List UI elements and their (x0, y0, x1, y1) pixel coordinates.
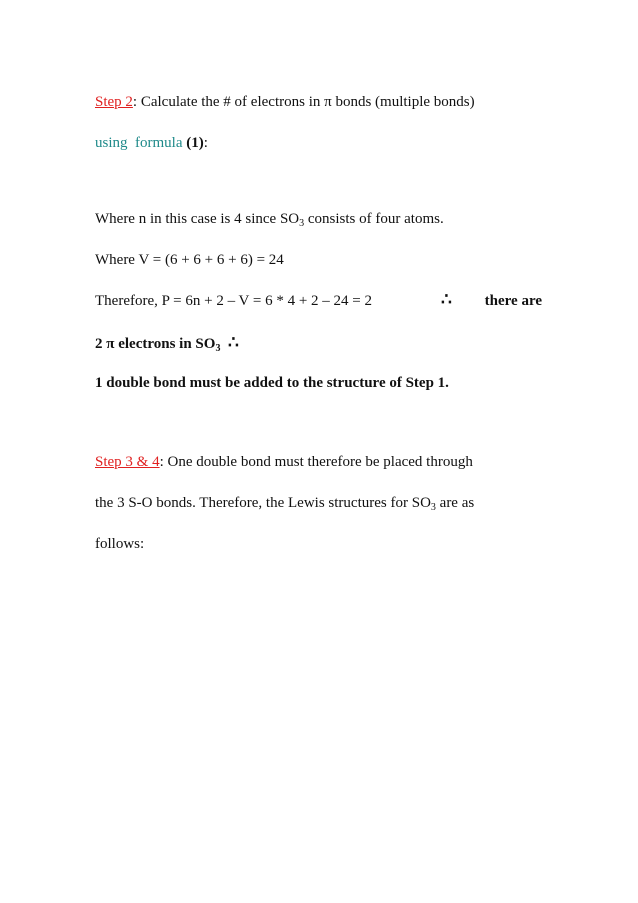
therefore-symbol-2: ∴ (227, 333, 239, 352)
where-v-line (95, 250, 542, 270)
using-word: using (95, 135, 128, 151)
pi-electrons-line (95, 333, 542, 354)
therefore-p-line (95, 291, 542, 311)
where-n-line (95, 209, 542, 229)
step2-text-b: bonds (multiple bonds) (331, 94, 475, 110)
so-bonds-text-b: are as (435, 495, 475, 511)
formula-link[interactable]: formula (135, 135, 183, 151)
so-bonds-line (95, 493, 542, 513)
where-n-text-b: consists of four atoms. (304, 211, 444, 227)
step34-text: : One double bond must therefore be placed through (159, 454, 473, 470)
where-n-subscript: 3 (299, 218, 305, 229)
step2-text-a: : Calculate the # of electrons in (132, 94, 325, 110)
pi-symbol: π (324, 94, 332, 110)
step34-line (95, 452, 542, 472)
so-bonds-subscript: 3 (430, 502, 436, 513)
pi-electrons-text: 2 π electrons in SO (95, 336, 216, 352)
step2-line (95, 92, 542, 112)
double-bond-text: 1 double bond must be added to the structure of Step 1. (95, 375, 449, 391)
so-bonds-text-a: the 3 S-O bonds. Therefore, the Lewis structures for SO (95, 495, 431, 511)
formula-number: (1) (186, 135, 204, 151)
using-formula-line (95, 133, 542, 153)
step34-label[interactable]: Step 3 & 4 (95, 454, 160, 470)
therefore-symbol-1: ∴ (441, 290, 452, 309)
double-bond-line (95, 373, 542, 393)
where-v-text: Where V = (6 + 6 + 6 + 6) = 24 (95, 252, 284, 268)
formula-colon: : (203, 135, 208, 151)
step2-label[interactable]: Step 2 (95, 94, 133, 110)
pi-electrons-subscript: 3 (215, 343, 221, 354)
where-n-text-a: Where n in this case is 4 since SO (95, 211, 300, 227)
follows-line (95, 534, 542, 554)
follows-text: follows: (95, 536, 145, 552)
therefore-p-text: Therefore, P = 6n + 2 – V = 6 * 4 + 2 – 24 = 2 (95, 293, 372, 309)
there-are-text: there are (484, 293, 542, 309)
